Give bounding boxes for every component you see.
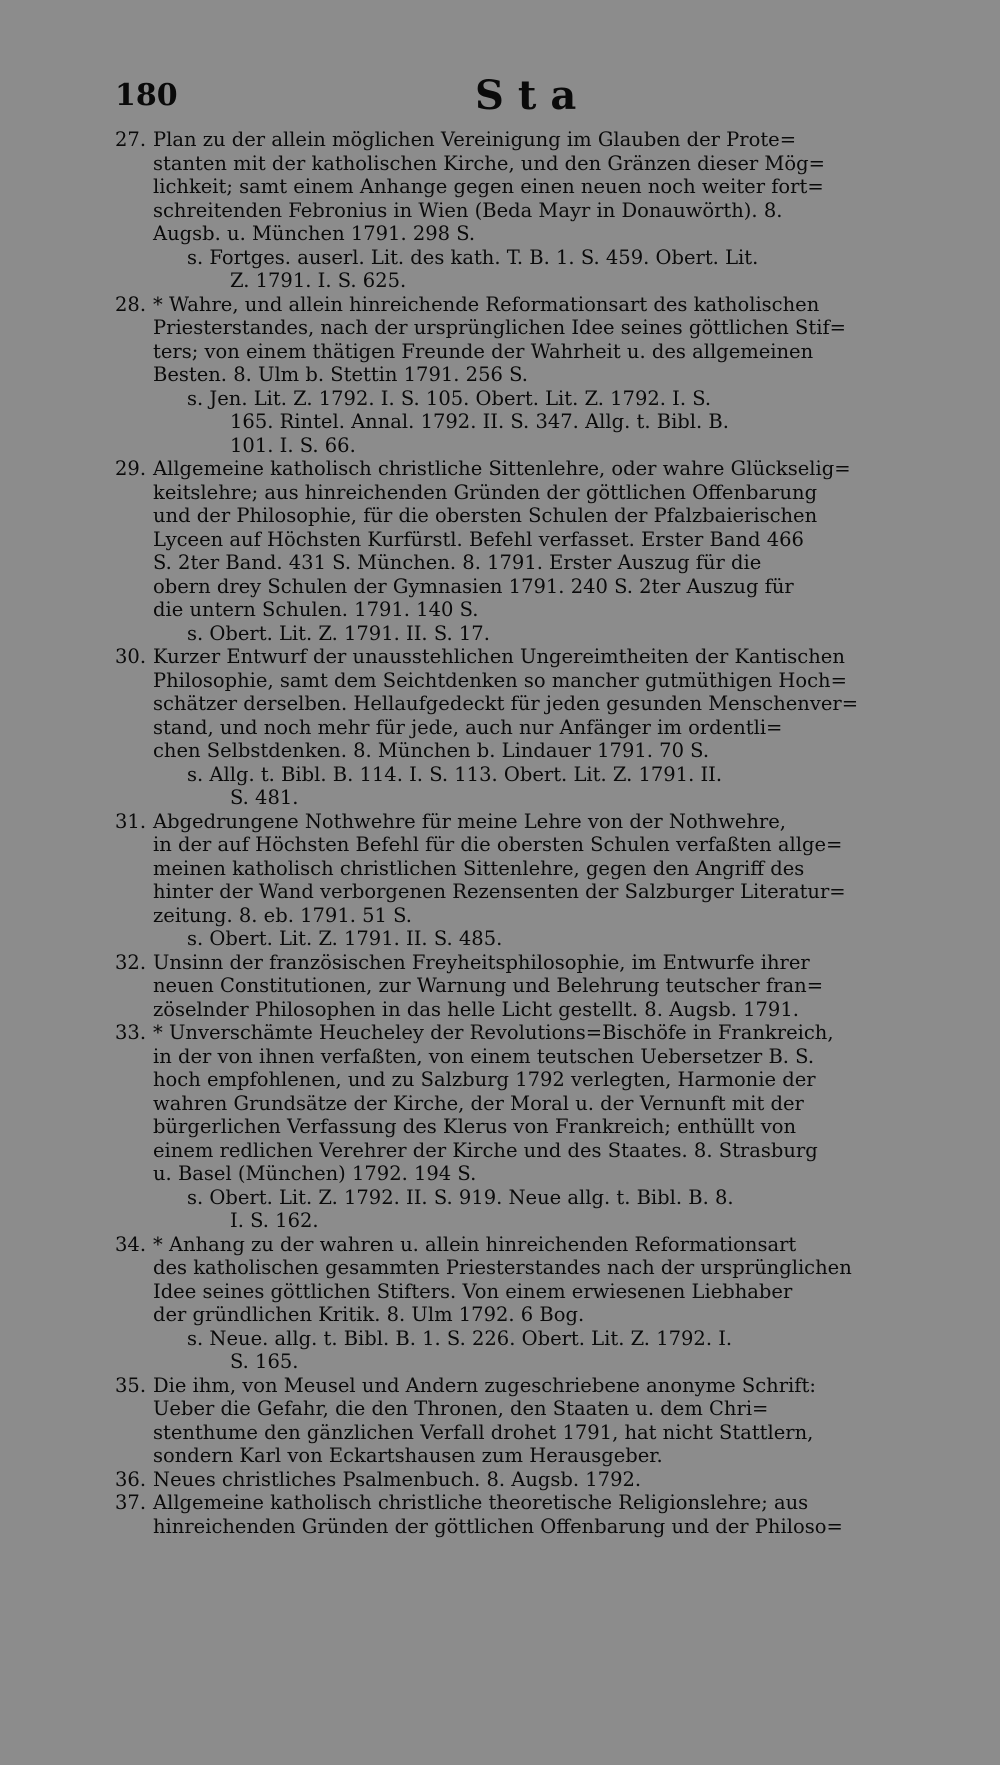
review-reference: s. Jen. Lit. Z. 1792. I. S. 105. Obert. Lit. Z. 1792. I. S. — [187, 386, 712, 410]
review-reference: s. Neue. allg. t. Bibl. B. 1. S. 226. Obert. Lit. Z. 1792. I. — [187, 1326, 733, 1350]
entry-line: Ueber die Gefahr, die den Thronen, den Staaten u. dem Chri= — [153, 1397, 769, 1420]
entry-line: bürgerlichen Verfassung des Klerus von Frankreich; enthüllt von — [153, 1115, 797, 1138]
entry-text: Unsinn der französischen Freyheitsphilosophie, im Entwurfe ihrer — [153, 950, 810, 974]
entry-number: 32. — [115, 950, 147, 974]
bibliography-entry — [115, 293, 965, 458]
entry-number: 33. — [115, 1021, 147, 1044]
review-reference: 101. I. S. 66. — [230, 433, 356, 457]
entry-line: schreitenden Febronius in Wien (Beda Mayr in Donauwörth). 8. — [153, 198, 783, 222]
entry-line: Priesterstandes, nach der ursprünglichen Idee seines göttlichen Stif= — [153, 316, 847, 339]
entry-first-line — [115, 457, 965, 481]
entry-first-line — [115, 645, 965, 669]
page-number: 180 — [115, 78, 178, 113]
bibliography-entry — [115, 645, 965, 810]
entry-line: obern drey Schulen der Gymnasien 1791. 240 S. 2ter Auszug für — [153, 574, 794, 598]
review-reference: I. S. 162. — [230, 1209, 319, 1232]
bibliography-entry — [115, 1491, 965, 1538]
entry-text: Die ihm, von Meusel und Andern zugeschriebene anonyme Schrift: — [153, 1373, 816, 1397]
entry-line: der gründlichen Kritik. 8. Ulm 1792. 6 Bog. — [153, 1303, 585, 1326]
bibliography-entry — [115, 1233, 965, 1374]
entry-text: * Wahre, und allein hinreichende Reformationsart des katholischen — [153, 292, 820, 316]
entry-line: Idee seines göttlichen Stifters. Von einem erwiesenen Liebhaber — [153, 1279, 793, 1303]
entry-line: schätzer derselben. Hellaufgedeckt für jeden gesunden Menschenver= — [153, 692, 859, 715]
entry-list — [115, 128, 965, 1538]
entry-number: 30. — [115, 645, 147, 668]
entry-line: stand, und noch mehr für jede, auch nur Anfänger im ordentli= — [153, 715, 783, 739]
review-reference: s. Obert. Lit. Z. 1792. II. S. 919. Neue allg. t. Bibl. B. 8. — [187, 1185, 734, 1209]
entry-line: stanten mit der katholischen Kirche, und den Gränzen dieser Mög= — [153, 151, 825, 175]
entry-line: meinen katholisch christlichen Sittenlehre, gegen den Angriff des — [153, 856, 805, 880]
bibliography-entry — [115, 951, 965, 1022]
entry-text: Plan zu der allein möglichen Vereinigung im Glauben der Prote= — [153, 128, 797, 151]
bibliography-entry — [115, 1374, 965, 1468]
bibliography-entry — [115, 1468, 965, 1492]
entry-line: die untern Schulen. 1791. 140 S. — [153, 598, 479, 621]
entry-number: 36. — [115, 1467, 147, 1491]
entry-first-line — [115, 1233, 965, 1257]
entry-first-line — [115, 1374, 965, 1398]
entry-first-line — [115, 1021, 965, 1045]
entry-line: hinreichenden Gründen der göttlichen Offenbarung und der Philoso= — [153, 1514, 843, 1538]
entry-line: lichkeit; samt einem Anhange gegen einen neuen noch weiter fort= — [153, 175, 824, 198]
bibliography-entry — [115, 128, 965, 293]
entry-line: neuen Constitutionen, zur Warnung und Belehrung teutscher fran= — [153, 974, 824, 997]
entry-number: 27. — [115, 128, 147, 151]
entry-first-line — [115, 293, 965, 317]
running-head: Sta — [475, 72, 591, 119]
page-header — [115, 72, 965, 128]
entry-line: hoch empfohlenen, und zu Salzburg 1792 verlegten, Harmonie der — [153, 1068, 816, 1091]
entry-line: ters; von einem thätigen Freunde der Wahrheit u. des allgemeinen — [153, 339, 814, 363]
entry-line: Lyceen auf Höchsten Kurfürstl. Befehl verfasset. Erster Band 466 — [153, 527, 804, 551]
entry-text: Allgemeine katholisch christliche Sittenlehre, oder wahre Glückselig= — [153, 457, 851, 480]
entry-first-line — [115, 1468, 965, 1492]
entry-number: 28. — [115, 292, 147, 316]
entry-number: 29. — [115, 457, 147, 480]
entry-first-line — [115, 951, 965, 975]
entry-text: Kurzer Entwurf der unausstehlichen Ungereimtheiten der Kantischen — [153, 645, 845, 668]
entry-line: wahren Grundsätze der Kirche, der Moral u. der Vernunft mit der — [153, 1091, 804, 1115]
review-reference: s. Fortges. auserl. Lit. des kath. T. B. 1. S. 459. Obert. Lit. — [187, 245, 759, 269]
entry-line: hinter der Wand verborgenen Rezensenten der Salzburger Literatur= — [153, 880, 846, 903]
review-reference: S. 481. — [230, 786, 299, 809]
entry-line: und der Philosophie, für die obersten Schulen der Pfalzbaierischen — [153, 504, 818, 527]
entry-line: in der auf Höchsten Befehl für die obersten Schulen verfaßten allge= — [153, 833, 843, 856]
review-reference: S. 165. — [230, 1350, 299, 1373]
entry-line: des katholischen gesammten Priesterstandes nach der ursprünglichen — [153, 1256, 852, 1279]
entry-first-line — [115, 810, 965, 834]
entry-number: 31. — [115, 809, 147, 833]
entry-line: keitslehre; aus hinreichenden Gründen der göttlichen Offenbarung — [153, 480, 818, 504]
entry-line: stenthume den gänzlichen Verfall drohet 1791, hat nicht Stattlern, — [153, 1420, 814, 1444]
entry-line: einem redlichen Verehrer der Kirche und des Staates. 8. Strasburg — [153, 1138, 818, 1162]
entry-line: chen Selbstdenken. 8. München b. Lindauer 1791. 70 S. — [153, 739, 710, 762]
bibliography-entry — [115, 457, 965, 645]
entry-number: 37. — [115, 1491, 147, 1514]
entry-first-line — [115, 128, 965, 152]
entry-line: S. 2ter Band. 431 S. München. 8. 1791. Erster Auszug für die — [153, 551, 762, 574]
entry-line: Besten. 8. Ulm b. Stettin 1791. 256 S. — [153, 363, 528, 386]
entry-text: * Anhang zu der wahren u. allein hinreichenden Reformationsart — [153, 1232, 797, 1256]
entry-line: zöselnder Philosophen in das helle Licht gestellt. 8. Augsb. 1791. — [153, 997, 799, 1021]
bibliography-entry — [115, 810, 965, 951]
entry-text: Neues christliches Psalmenbuch. 8. Augsb. 1792. — [153, 1467, 642, 1491]
bibliography-entry — [115, 1021, 965, 1233]
entry-number: 35. — [115, 1373, 147, 1397]
review-reference: 165. Rintel. Annal. 1792. II. S. 347. Allg. t. Bibl. B. — [230, 410, 729, 433]
entry-line: in der von ihnen verfaßten, von einem teutschen Uebersetzer B. S. — [153, 1044, 815, 1068]
review-reference: s. Allg. t. Bibl. B. 114. I. S. 113. Obert. Lit. Z. 1791. II. — [187, 762, 723, 786]
entry-text: Abgedrungene Nothwehre für meine Lehre von der Nothwehre, — [153, 809, 786, 833]
entry-line: sondern Karl von Eckartshausen zum Herausgeber. — [153, 1444, 663, 1467]
entry-text: Allgemeine katholisch christliche theoretische Religionslehre; aus — [153, 1491, 809, 1514]
entry-line: u. Basel (München) 1792. 194 S. — [153, 1162, 477, 1185]
entry-first-line — [115, 1491, 965, 1515]
entry-line: zeitung. 8. eb. 1791. 51 S. — [153, 903, 413, 927]
review-reference: s. Obert. Lit. Z. 1791. II. S. 485. — [187, 927, 503, 950]
review-reference: s. Obert. Lit. Z. 1791. II. S. 17. — [187, 621, 490, 645]
entry-line: Augsb. u. München 1791. 298 S. — [153, 222, 476, 245]
entry-number: 34. — [115, 1232, 147, 1256]
review-reference: Z. 1791. I. S. 625. — [230, 269, 407, 292]
entry-text: * Unverschämte Heucheley der Revolutions=Bischöfe in Frankreich, — [153, 1021, 834, 1044]
entry-line: Philosophie, samt dem Seichtdenken so mancher gutmüthigen Hoch= — [153, 668, 847, 692]
